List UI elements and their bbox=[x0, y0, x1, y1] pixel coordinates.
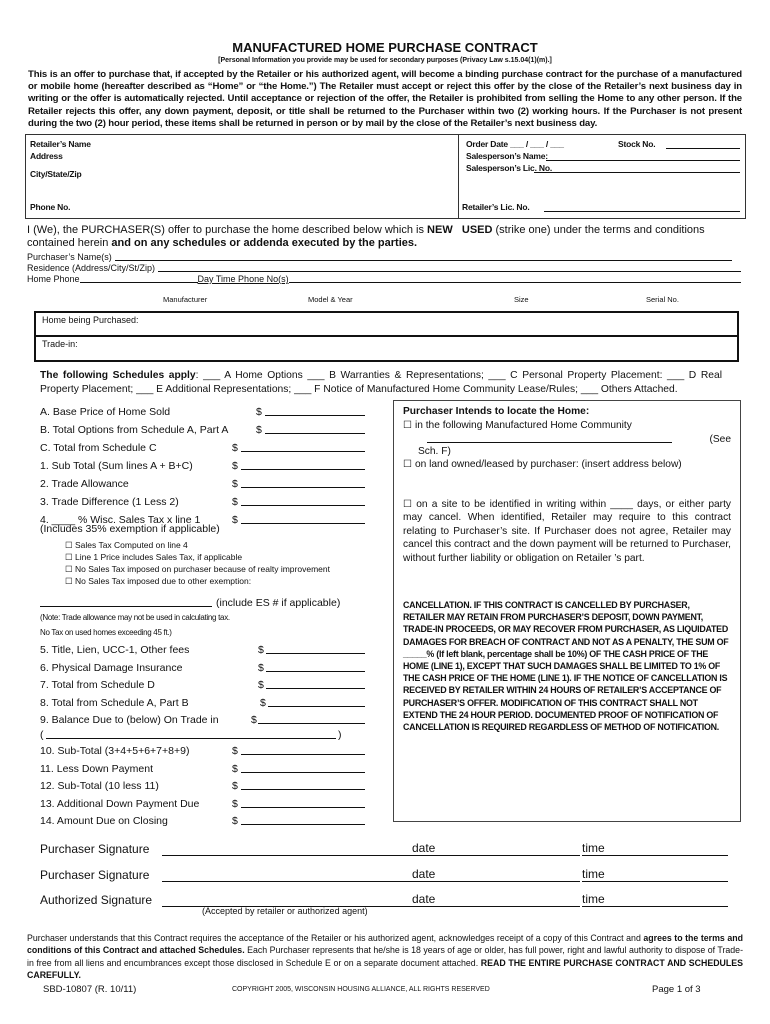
amount-field[interactable] bbox=[241, 745, 365, 755]
salesperson-lic-label: Salesperson’s Lic. No. bbox=[466, 163, 552, 173]
tax-checkbox[interactable]: ☐ No Sales Tax imposed due to other exemption: bbox=[65, 576, 252, 586]
line-label: 4. ____ % Wisc. Sales Tax x line 1 bbox=[40, 514, 201, 526]
dollar-sign: $ bbox=[232, 478, 238, 490]
line-label: 12. Sub-Total (10 less 11) bbox=[40, 780, 159, 792]
signature-row[interactable] bbox=[40, 840, 730, 856]
tax-checkbox[interactable]: ☐ Line 1 Price includes Sales Tax, if applicable bbox=[65, 552, 243, 562]
dollar-sign: $ bbox=[232, 514, 238, 526]
amount-field[interactable] bbox=[241, 478, 365, 488]
amount-line[interactable] bbox=[40, 780, 370, 793]
amount-line[interactable] bbox=[40, 644, 370, 657]
amount-line[interactable] bbox=[40, 679, 370, 692]
tax-checkbox[interactable]: ☐ No Sales Tax imposed on purchaser because of realty improvement bbox=[65, 564, 330, 574]
amount-field[interactable] bbox=[241, 460, 365, 470]
tax-checkbox[interactable]: ☐ Sales Tax Computed on line 4 bbox=[65, 540, 188, 550]
purchaser-names-field[interactable]: Purchaser’s Name(s) bbox=[27, 252, 732, 262]
line-label: 7. Total from Schedule D bbox=[40, 679, 155, 691]
signature-label: Purchaser Signature bbox=[40, 867, 150, 882]
page-title: MANUFACTURED HOME PURCHASE CONTRACT bbox=[232, 40, 538, 55]
dollar-sign: $ bbox=[232, 745, 238, 757]
signature-label: Purchaser Signature bbox=[40, 842, 150, 856]
amount-field[interactable] bbox=[241, 798, 365, 808]
retailer-lic-field[interactable] bbox=[544, 211, 740, 212]
line-label: C. Total from Schedule C bbox=[40, 442, 157, 454]
amount-line[interactable] bbox=[40, 478, 370, 491]
line-label: 9. Balance Due to (below) On Trade in bbox=[40, 714, 219, 726]
amount-field[interactable] bbox=[266, 644, 365, 654]
location-option-site[interactable]: ☐ on a site to be identified in writing within ____ days, or either party may cancel. When identified, Retailer may require to this contract relating to Purchaser’s site. If Purchaser does not agree, Retailer may cancel this contract and the down payment will be returned to Purchaser, without further liability or obligation on Retailer ’s part. bbox=[403, 499, 731, 564]
column-size: Size bbox=[514, 295, 529, 304]
dollar-sign: $ bbox=[232, 815, 238, 827]
line-label: 1. Sub Total (Sum lines A + B+C) bbox=[40, 460, 193, 472]
signature-label: Authorized Signature bbox=[40, 893, 153, 907]
column-serial: Serial No. bbox=[646, 295, 679, 304]
order-date-label: Order Date ___ / ___ / ___ bbox=[466, 139, 564, 149]
line-label: 3. Trade Difference (1 Less 2) bbox=[40, 496, 179, 508]
amount-line[interactable] bbox=[40, 697, 370, 710]
phone-fields[interactable]: Home Phone Day Time Phone No(s) bbox=[27, 274, 741, 284]
see-schedule-f: Sch. F) bbox=[418, 446, 451, 457]
dollar-sign: $ bbox=[260, 696, 266, 709]
dollar-sign: $ bbox=[232, 442, 238, 454]
retailer-name-label: Retailer’s Name bbox=[30, 139, 91, 149]
amount-field[interactable] bbox=[268, 697, 365, 707]
time-field[interactable]: time bbox=[582, 841, 728, 856]
trade-in-balance-field[interactable]: ( ) bbox=[40, 729, 342, 741]
line-label: B. Total Options from Schedule A, Part A bbox=[40, 424, 229, 436]
dollar-sign: $ bbox=[232, 460, 238, 472]
phone-label: Phone No. bbox=[30, 202, 71, 212]
time-field[interactable]: time bbox=[582, 892, 728, 907]
trade-note-2: No Tax on used homes exceeding 45 ft.) bbox=[40, 628, 172, 637]
amount-field[interactable] bbox=[241, 496, 365, 506]
column-manufacturer: Manufacturer bbox=[163, 295, 208, 304]
form-number: SBD-10807 (R. 10/11) bbox=[43, 984, 137, 995]
amount-field[interactable] bbox=[241, 763, 365, 773]
line-label: 13. Additional Down Payment Due bbox=[40, 797, 200, 810]
dollar-sign: $ bbox=[251, 714, 257, 726]
purchase-statement: I (We), the PURCHASER(S) offer to purchase the home described below which is NEW USED (strike one) under the terms and conditions contained herein and on any schedules or addenda executed by the parties. bbox=[27, 224, 705, 249]
exemption-note: (Includes 35% exemption if applicable) bbox=[40, 523, 220, 535]
salesperson-name-label: Salesperson’s Name: bbox=[466, 151, 548, 161]
trade-in-row[interactable]: Trade-in: bbox=[42, 339, 78, 349]
dollar-sign: $ bbox=[258, 644, 264, 656]
date-field[interactable]: date bbox=[412, 892, 580, 907]
amount-field[interactable] bbox=[265, 406, 365, 416]
city-label: City/State/Zip bbox=[30, 169, 82, 179]
dollar-sign: $ bbox=[232, 762, 238, 775]
amount-line[interactable] bbox=[40, 406, 370, 419]
stock-field[interactable] bbox=[666, 148, 740, 149]
line-label: 8. Total from Schedule A, Part B bbox=[40, 696, 189, 709]
cancellation-clause: CANCELLATION. IF THIS CONTRACT IS CANCELLED BY PURCHASER, RETAILER MAY RETAIN FROM PURCHASER’S DEPOSIT, DOWN PAYMENT, TRADE-IN PROCEEDS, OR MAY RECOVER FROM PURCHASER, AS LIQUIDATED DAMAGES FOR BREACH OF CONTRACT AND NOT AS A PENALTY, THE SUM OF _____% (If left blank, percentage shall be 10%) OF THE CASH PRICE OF THE HOME (LINE 1), EXCEPT THAT SUCH DAMAGES SHALL BE LIMITED TO 1% OF THE CASH PRICE OF THE HOME (LINE 1). IF THE NOTICE OF CANCELLATION IS RECEIVED BY RETAILER WITHIN 24 HOURS OF RETAILER’S ACCEPTANCE OF PURCHASER’S OFFER. MODIFICATION OF THIS CONTRACT SHALL NOT EXTEND THE 24 HOUR PERIOD. DOCUMENTED PROOF OF NOTIFICATION OF CANCELLATION IS REQUIRED REGARDLESS OF METHOD OF NOTIFICATION. bbox=[403, 600, 729, 733]
amount-line[interactable] bbox=[40, 496, 370, 509]
stock-label: Stock No. bbox=[618, 139, 656, 149]
acknowledgement-paragraph: Purchaser understands that this Contract requires the acceptance of the Retailer or his authorized agent, acknowledges receipt of a copy of this Contract and agrees to the terms and conditions of this Contract and attached Schedules. Each Purchaser represents that he/she is 18 years of age or older, has full power, right and lawful authority to dispose of Trade-in free from all liens and encumbrances except those disclosed in Schedule E or on a separate document attached. READ THE ENTIRE PURCHASE CONTRACT AND SCHEDULES CAREFULLY. bbox=[27, 933, 744, 980]
line-label: 10. Sub-Total (3+4+5+6+7+8+9) bbox=[40, 745, 190, 757]
amount-line[interactable] bbox=[40, 424, 370, 437]
amount-line[interactable] bbox=[40, 662, 370, 675]
trade-note-1: (Note: Trade allowance may not be used in calculating tax. bbox=[40, 613, 230, 622]
amount-field[interactable] bbox=[241, 514, 365, 524]
location-option-land[interactable]: ☐ on land owned/leased by purchaser: (insert address below) bbox=[403, 459, 682, 470]
amount-field[interactable] bbox=[241, 815, 365, 825]
location-option-community[interactable]: ☐ in the following Manufactured Home Community bbox=[403, 420, 632, 431]
date-field[interactable]: date bbox=[412, 867, 580, 882]
retailer-box bbox=[25, 134, 746, 219]
column-model-year: Model & Year bbox=[308, 295, 353, 304]
amount-field[interactable] bbox=[241, 780, 365, 790]
page-number: Page 1 of 3 bbox=[652, 984, 701, 995]
home-table bbox=[34, 311, 739, 362]
dollar-sign: $ bbox=[232, 797, 238, 810]
location-heading: Purchaser Intends to locate the Home: bbox=[403, 406, 590, 417]
amount-line[interactable] bbox=[40, 460, 370, 473]
signature-row[interactable] bbox=[40, 891, 730, 907]
privacy-notice: [Personal Information you provide may be used for secondary purposes (Privacy Law s.15.04(1)(m).] bbox=[218, 57, 552, 64]
amount-field[interactable] bbox=[266, 662, 365, 672]
time-field[interactable]: time bbox=[582, 867, 728, 882]
amount-field[interactable] bbox=[241, 442, 365, 452]
salesperson-lic-field[interactable] bbox=[534, 172, 740, 173]
retailer-lic-label: Retailer’s Lic. No. bbox=[462, 202, 530, 212]
line-label: 5. Title, Lien, UCC-1, Other fees bbox=[40, 644, 190, 656]
amount-line[interactable] bbox=[40, 442, 370, 455]
amount-field[interactable] bbox=[265, 424, 365, 434]
intro-paragraph: This is an offer to purchase that, if accepted by the Retailer or his authorized agent, will become a binding purchase contract for the purchase of a manufactured or mobile home (hereafter described as “Home” or “the Home.”) The Retailer must accept or reject this offer by the close of the Retailer’s next business day in writing or the offer is automatically rejected. Until acceptance or rejection of the offer, the Retailer is prohibited from selling the Home to any other person. If the Retailer rejects this offer, any down payment, deposit, or title shall be returned to the Purchaser within two (2) working hours. If the Purchaser is not present during the two (2) hour period, these items shall be returned in person or by mail by the close of the Retailer’s next business day. bbox=[28, 69, 742, 129]
community-name-field[interactable]: (See bbox=[403, 433, 731, 447]
dollar-sign: $ bbox=[256, 406, 262, 418]
amount-line[interactable] bbox=[40, 745, 370, 758]
amount-field[interactable] bbox=[258, 714, 365, 724]
signature-field[interactable] bbox=[162, 855, 450, 856]
line-label: 11. Less Down Payment bbox=[40, 762, 154, 775]
dollar-sign: $ bbox=[232, 496, 238, 508]
signature-field[interactable] bbox=[162, 881, 450, 882]
line-label: 14. Amount Due on Closing bbox=[40, 815, 168, 827]
dollar-sign: $ bbox=[258, 661, 264, 674]
date-field[interactable]: date bbox=[412, 841, 580, 856]
line-label: A. Base Price of Home Sold bbox=[40, 406, 171, 418]
schedules-apply: The following Schedules apply: ___ A Home Options ___ B Warranties & Representations; ___ C Personal Property Placement: ___ D Real Property Placement; ___ E Additional Representations; ___ F Notice of Manufactured Home Community Lease/Rules; ___ Others Attached. bbox=[40, 370, 722, 395]
dollar-sign: $ bbox=[232, 780, 238, 792]
line-label: 6. Physical Damage Insurance bbox=[40, 661, 183, 674]
dollar-sign: $ bbox=[258, 679, 264, 691]
accepted-note: (Accepted by retailer or authorized agent) bbox=[202, 906, 368, 916]
signature-row[interactable] bbox=[40, 866, 730, 882]
amount-line[interactable] bbox=[40, 763, 370, 776]
address-label: Address bbox=[30, 151, 63, 161]
copyright: COPYRIGHT 2005, WISCONSIN HOUSING ALLIANCE, ALL RIGHTS RESERVED bbox=[232, 986, 490, 993]
line-label: 2. Trade Allowance bbox=[40, 478, 129, 490]
dollar-sign: $ bbox=[256, 424, 262, 436]
location-cancellation-box bbox=[393, 400, 741, 822]
residence-field[interactable]: Residence (Address/City/St/Zip) bbox=[27, 263, 741, 273]
amount-line[interactable] bbox=[40, 714, 370, 727]
home-purchased-row[interactable]: Home being Purchased: bbox=[36, 313, 737, 337]
salesperson-name-field[interactable] bbox=[546, 160, 740, 161]
amount-line[interactable] bbox=[40, 798, 370, 811]
amount-field[interactable] bbox=[266, 679, 365, 689]
amount-line[interactable] bbox=[40, 815, 370, 828]
